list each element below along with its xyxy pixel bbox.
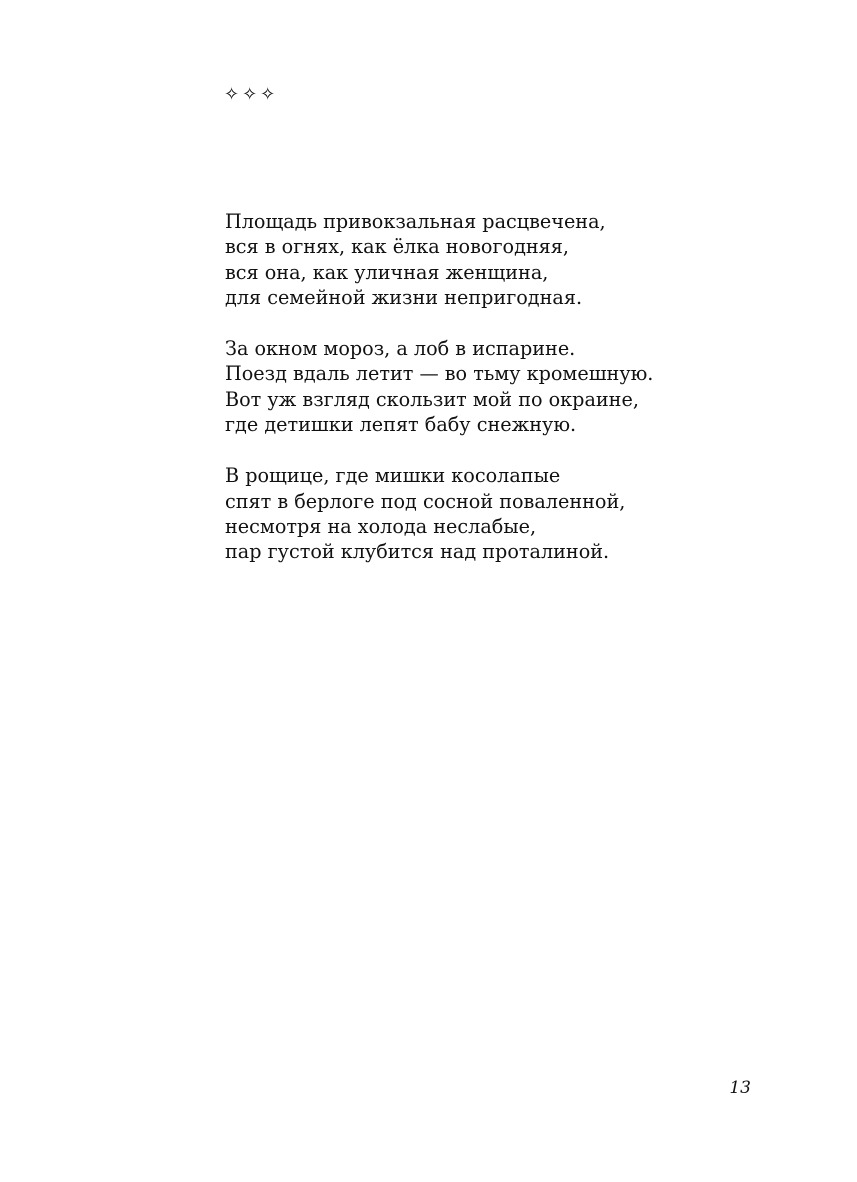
poem-line: В рощице, где мишки косолапые — [225, 464, 561, 488]
poem-body — [225, 209, 805, 591]
poem-line: За окном мороз, а лоб в испарине. — [225, 337, 576, 361]
poem-line: где детишки лепят бабу снежную. — [225, 413, 577, 437]
poem-line: вся в огнях, как ёлка новогодняя, — [225, 235, 569, 259]
poem-line: несмотря на холода неслабые, — [225, 514, 537, 538]
page-number: 13 — [729, 1078, 751, 1098]
poem-line: пар густой клубится над проталиной. — [225, 540, 610, 564]
poem-line: Вот уж взгляд скользит мой по окраине, — [225, 387, 639, 411]
stanza-2 — [225, 336, 805, 437]
poem-line: спят в берлоге под сосной поваленной, — [225, 489, 626, 513]
stanza-1 — [225, 209, 805, 310]
poem-line: Площадь привокзальная расцвечена, — [225, 210, 606, 233]
poem-line: для семейной жизни непригодная. — [225, 285, 583, 309]
poem-line: вся она, как уличная женщина, — [225, 260, 549, 284]
stanza-3 — [225, 463, 805, 564]
poem-line: Поезд вдаль летит — во тьму кромешную. — [225, 362, 654, 386]
section-divider-ornament: ✧✧✧ — [224, 84, 279, 105]
